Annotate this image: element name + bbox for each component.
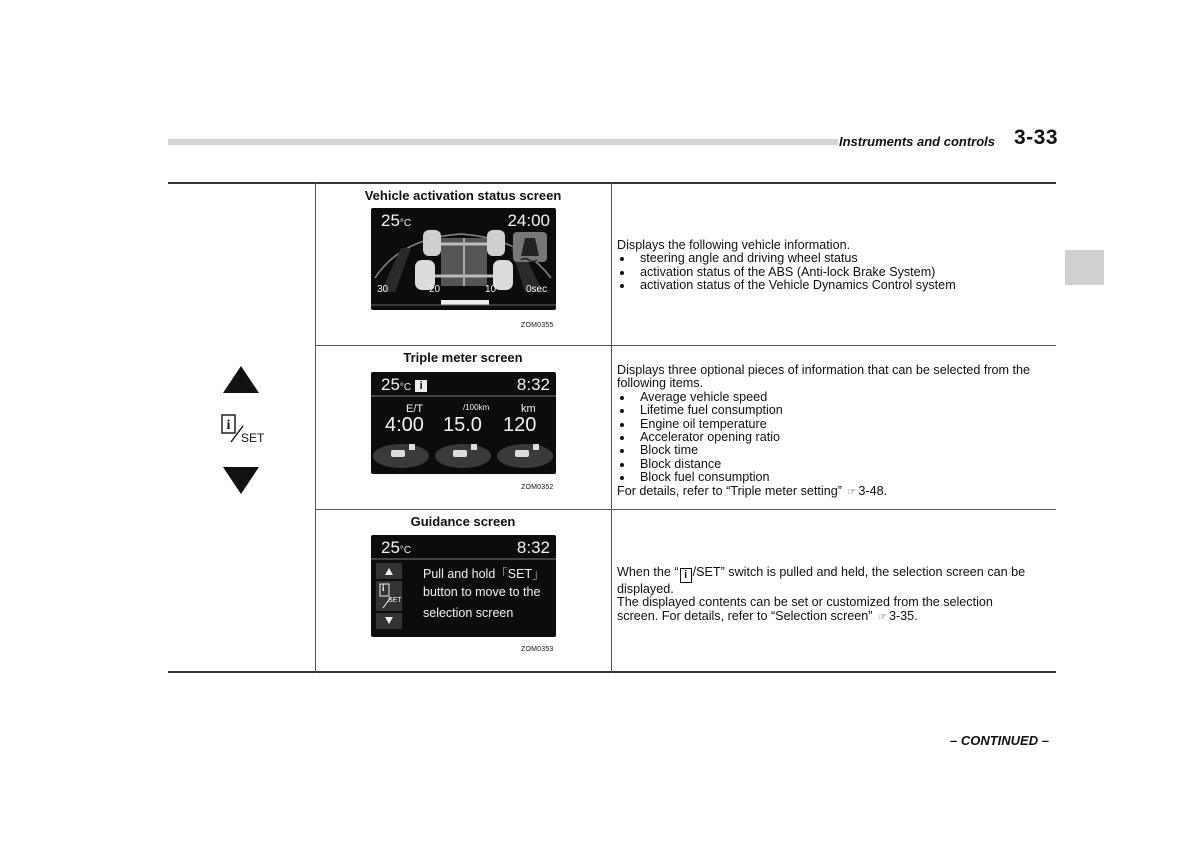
description: When the “ i /SET” switch is pulled and held, the selection screen can be displayed. The displayed contents can be set or customized from the selection screen. For details, refer to “Selection screen” ☞ 3-35.	[617, 565, 1026, 623]
info-icon: i	[680, 568, 692, 583]
temperature-unit: °C	[399, 218, 412, 229]
scale-label: 30	[377, 284, 389, 295]
list-item: activation status of the ABS (Anti-lock Brake System)	[617, 266, 1053, 279]
list-item: Lifetime fuel consumption	[617, 404, 1053, 417]
meter-value: 15.0	[443, 414, 482, 436]
description: Displays the following vehicle information. steering angle and driving wheel status activation status of the ABS (Anti-lock Brake System) activation status of the Vehicle Dynamics Control system	[617, 239, 1053, 293]
switch-info-glyph: i	[226, 418, 231, 433]
meter-unit: E/T	[406, 403, 424, 415]
screen-table	[168, 182, 1056, 674]
page-number: 3-33	[1014, 126, 1059, 149]
clock-value: 24:00	[507, 211, 550, 230]
list-item: Block time	[617, 444, 1053, 457]
row-guidance	[315, 510, 1056, 671]
triple-meter-screen-image	[371, 372, 556, 474]
clock-value: 8:32	[516, 375, 550, 394]
page-reference: 3-48.	[858, 483, 888, 498]
meter-value: 4:00	[385, 414, 424, 436]
temperature-value: 25	[381, 211, 400, 230]
list-item: activation status of the Vehicle Dynamics Control system	[617, 279, 1053, 292]
row-triple-meter	[315, 346, 1056, 509]
meter-unit: km	[521, 403, 536, 415]
list-item: Block distance	[617, 458, 1053, 471]
chapter-tab	[1065, 250, 1104, 285]
info-icon: i	[415, 380, 427, 392]
list-item: steering angle and driving wheel status	[617, 252, 1053, 265]
guidance-message: button to move to the	[423, 585, 541, 599]
section-title: Instruments and controls	[839, 134, 996, 149]
guidance-screen-image	[371, 535, 556, 637]
guidance-message: Pull and hold「SET」	[423, 567, 545, 581]
side-set-label: SET	[388, 597, 402, 604]
meter-value: 120	[503, 414, 537, 436]
switch-set-label: SET	[241, 431, 265, 445]
screen-title: Triple meter screen	[403, 350, 523, 365]
clock-value: 8:32	[516, 538, 550, 557]
page-reference-icon: ☞	[847, 486, 857, 498]
list-item: Accelerator opening ratio	[617, 431, 1053, 444]
scale-label: 20	[429, 284, 441, 295]
temperature-unit: °C	[399, 545, 412, 556]
row-vehicle-activation	[315, 184, 1056, 345]
meter-unit: /100km	[463, 403, 490, 412]
scale-label: 10	[485, 284, 497, 295]
page-reference: 3-35.	[888, 608, 918, 623]
list-item: Average vehicle speed	[617, 391, 1053, 404]
list-item: Block fuel consumption	[617, 471, 1053, 484]
screen-title: Vehicle activation status screen	[364, 188, 562, 203]
scale-label: 0sec	[526, 284, 548, 295]
screen-title: Guidance screen	[410, 514, 516, 529]
header-rule	[168, 139, 838, 145]
temperature-value: 25	[381, 375, 400, 394]
list-item: Engine oil temperature	[617, 418, 1053, 431]
figure-code: ZOM0355	[521, 322, 554, 329]
temperature-value: 25	[381, 538, 400, 557]
temperature-unit: °C	[399, 382, 412, 393]
description: Displays three optional pieces of information that can be selected from the following items. Average vehicle speed Lifetime fuel consumption Engine oil temperature Accelerator opening ratio Block time Block distance Block fuel consumption For details, refer to “Triple meter setting” ☞ 3-48.	[617, 364, 1053, 499]
vehicle-activation-screen-image	[371, 208, 556, 310]
guidance-message: selection screen	[423, 606, 514, 620]
page-reference-icon: ☞	[877, 611, 887, 623]
continued-label: – CONTINUED –	[950, 733, 1049, 748]
side-info-glyph: i	[382, 583, 385, 593]
figure-code: ZOM0353	[521, 646, 554, 653]
figure-code: ZOM0352	[521, 484, 554, 491]
